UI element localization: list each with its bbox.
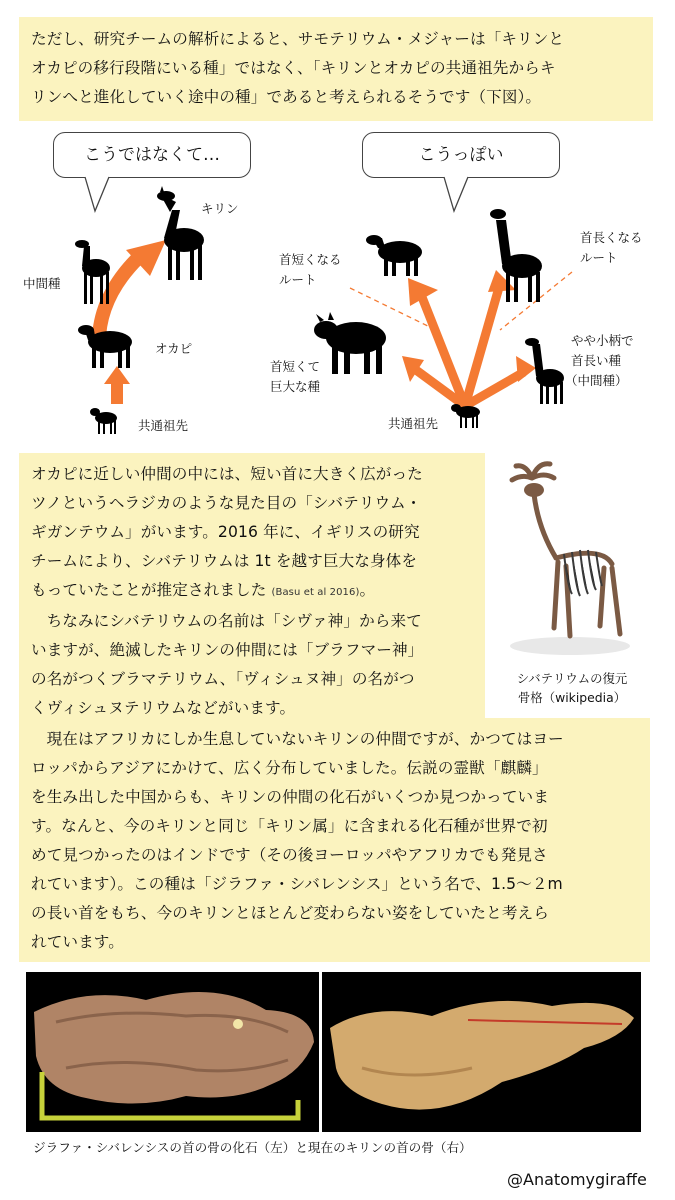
bones-caption: ジラファ・シバレンシスの首の骨の化石（左）と現在のキリンの首の骨（右） [33, 1140, 472, 1155]
distribution-line: めて見つかったのはインドです（その後ヨーロッパやアフリカでも発見さ [31, 846, 548, 864]
sivatherium-line: オカピに近しい仲間の中には、短い首に大きく広がった [31, 465, 423, 483]
right-diagram [260, 180, 675, 450]
label-long-neck-route: 首長くなる ルート [580, 230, 643, 265]
label-ancestor-left: 共通祖先 [138, 418, 189, 433]
sivatherium-caption: シバテリウムの復元 骨格（wikipedia） [516, 671, 628, 705]
label-intermediate: 中間種 [23, 276, 61, 291]
left-speech-bubble [53, 132, 251, 178]
giraffe-silhouette [157, 186, 204, 280]
label-short-neck-route: 首短くなる ルート [279, 252, 342, 287]
right-bubble-text: こうっぽい [418, 145, 504, 165]
distribution-line: の長い首をもち、今のキリンとほとんど変わらない姿をしていたと考えら [31, 904, 549, 922]
sivatherium-line: ツノというヘラジカのような見た目の「シバテリウム・ [31, 494, 422, 512]
huge-species-silhouette [314, 312, 386, 374]
label-ancestor-right: 共通祖先 [388, 416, 439, 431]
names-line: いますが、絶滅したキリンの仲間には「ブラフマー神」 [31, 641, 424, 659]
intro-line: ただし、研究チームの解析によると、サモテリウム・メジャーは「キリンと [31, 30, 565, 48]
sivatherium-line: チームにより、シバテリウムは 1t を越す巨大な身体を [31, 552, 418, 570]
distribution-line: ロッパからアジアにかけて、広く分布していました。伝説の霊獣「麒麟」 [31, 759, 548, 777]
distribution-line: を生み出した中国からも、キリンの仲間の化石がいくつか見つかっていま [31, 788, 549, 806]
straight-arrow-head [104, 366, 130, 384]
sivatherium-line: ギガンテウム」がいます。2016 年に、イギリスの研究 [31, 523, 420, 541]
sivatherium-line-citation: もっていたことが推定されました (Basu et al 2016)。 [31, 581, 376, 599]
citation: (Basu et al 2016) [271, 587, 360, 598]
modern-giraffe-bone-photo [322, 972, 641, 1132]
names-line: の名がつくブラマテリウム、「ヴィシュヌ神」の名がつ [31, 670, 415, 688]
ancestor-silhouette-right [451, 404, 480, 428]
footer-handle: @Anatomygiraffe [507, 1170, 647, 1189]
fossil-bone-drawing [26, 972, 319, 1132]
ancestor-silhouette-left [90, 408, 117, 434]
short-neck-silhouette [366, 235, 422, 276]
distribution-line: 現在はアフリカにしか生息していないキリンの仲間ですが、かつてはヨー [46, 730, 564, 748]
sivatherium-skeleton-image [492, 458, 662, 663]
modern-bone-drawing [322, 972, 641, 1132]
left-bubble-text: こうではなくて… [84, 145, 220, 165]
radiating-arrows [416, 284, 524, 406]
sivatherium-box [19, 453, 485, 725]
distribution-line: れています）。この種は「ジラファ・シバレンシス」という名で、1.5〜２m [31, 875, 563, 893]
right-speech-bubble [362, 132, 560, 178]
intro-box [19, 17, 653, 121]
label-small-species: やや小柄で 首長い種 （中間種） [565, 333, 634, 388]
label-okapi: オカピ [155, 341, 193, 356]
names-line: ちなみにシバテリウムの名前は「シヴァ神」から来て [46, 612, 422, 630]
intro-line: リンへと進化していく途中の種」であると考えられるそうです（下図）。 [31, 88, 542, 106]
arrow-head-small [516, 356, 536, 382]
left-diagram [0, 180, 260, 450]
distribution-line: れています。 [31, 933, 124, 951]
distribution-box [19, 718, 650, 962]
distribution-line: す。なんと、今のキリンと同じ「キリン属」に含まれる化石種が世界で初 [31, 817, 548, 835]
okapi-silhouette [78, 325, 132, 368]
intro-line: オカピの移行段階にいる種」ではなく、「キリンとオカピの共通祖先からキ [31, 59, 556, 77]
label-huge-species: 首短くて 巨大な種 [270, 359, 321, 394]
label-giraffe: キリン [201, 201, 239, 216]
fossil-bone-photo [26, 972, 319, 1132]
names-line: くヴィシュヌテリウムなどがいます。 [31, 699, 296, 717]
